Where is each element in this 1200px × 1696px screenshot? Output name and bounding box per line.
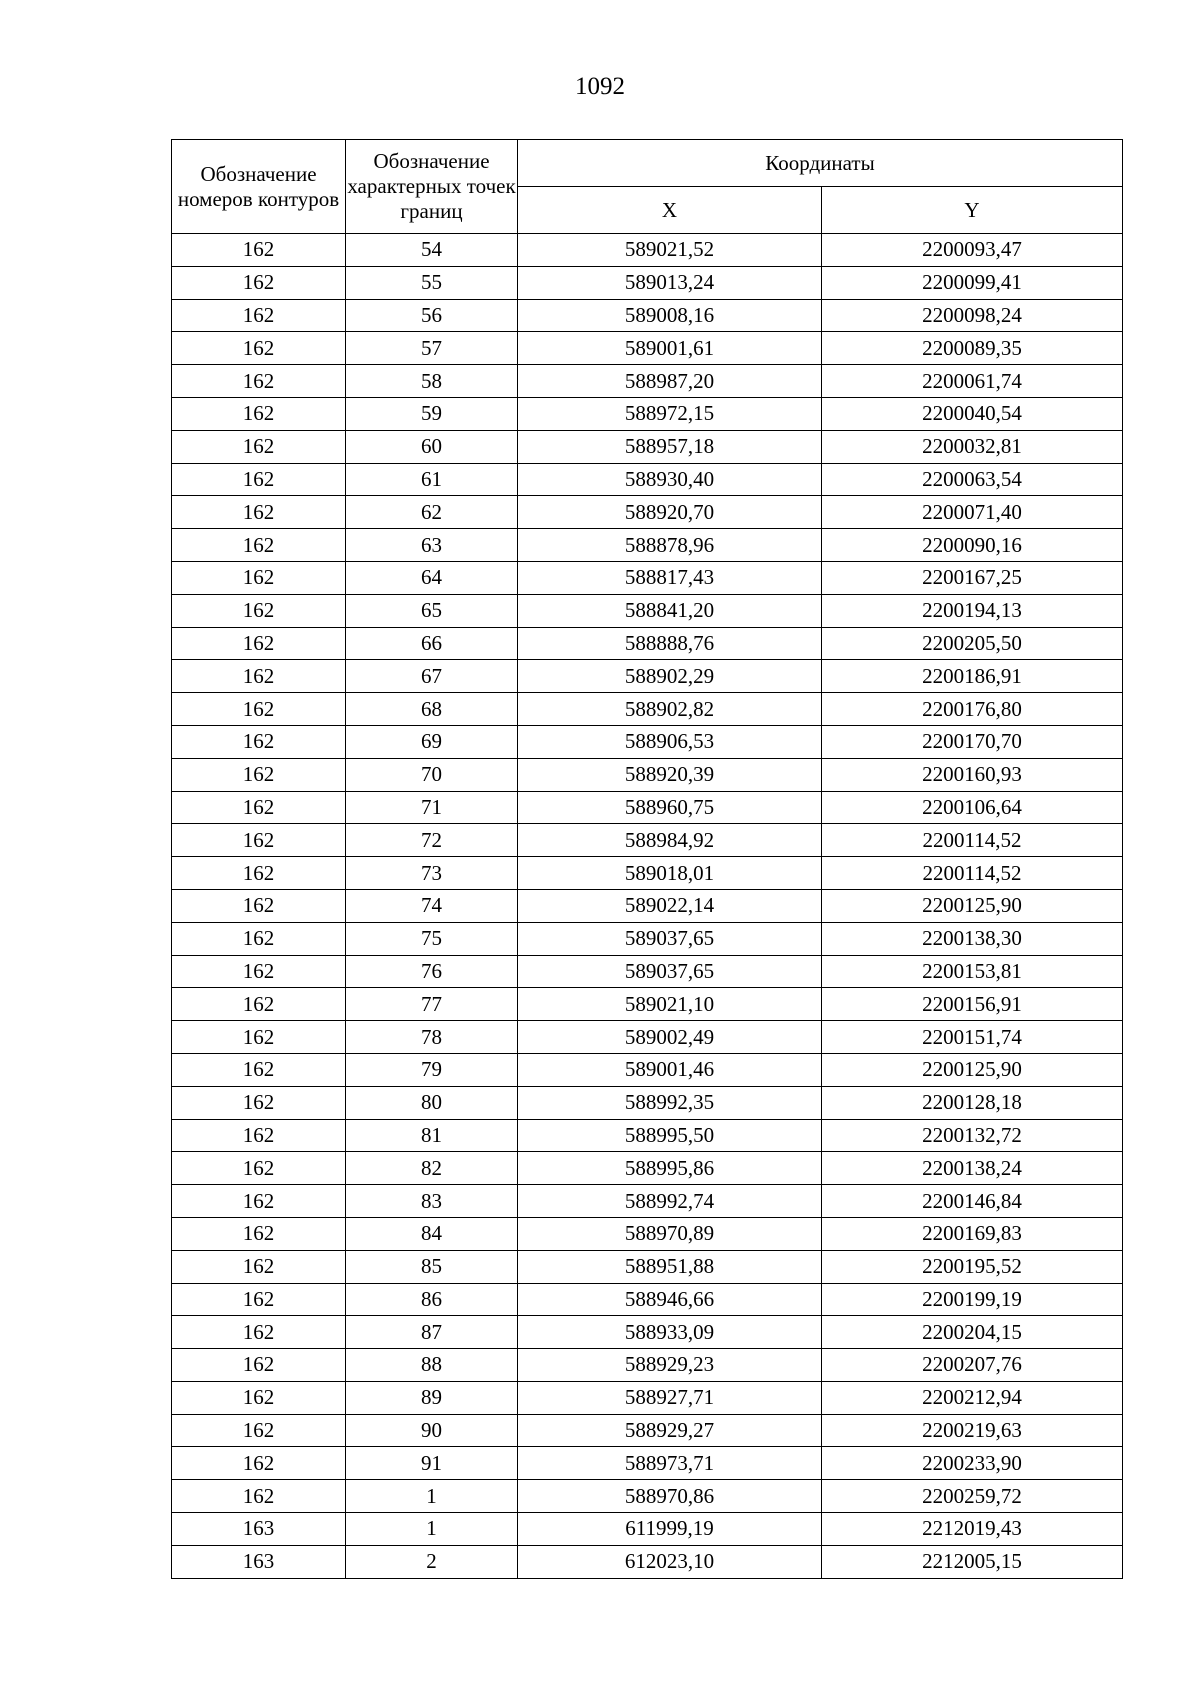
cell-x-coordinate: 589013,24 <box>518 266 822 299</box>
cell-point-number: 67 <box>346 660 518 693</box>
table-row <box>172 332 1123 365</box>
cell-x-coordinate: 588817,43 <box>518 561 822 594</box>
cell-x-coordinate: 588906,53 <box>518 725 822 758</box>
cell-contour-number: 162 <box>172 988 346 1021</box>
cell-y-coordinate: 2200204,15 <box>822 1316 1123 1349</box>
cell-x-coordinate: 588920,39 <box>518 758 822 791</box>
cell-x-coordinate: 589002,49 <box>518 1021 822 1054</box>
cell-y-coordinate: 2212019,43 <box>822 1513 1123 1546</box>
cell-point-number: 75 <box>346 922 518 955</box>
table-row <box>172 397 1123 430</box>
cell-x-coordinate: 589008,16 <box>518 299 822 332</box>
cell-y-coordinate: 2200138,30 <box>822 922 1123 955</box>
table-header <box>172 140 1123 234</box>
cell-contour-number: 162 <box>172 529 346 562</box>
table-row <box>172 1381 1123 1414</box>
cell-y-coordinate: 2200138,24 <box>822 1152 1123 1185</box>
table-row <box>172 1152 1123 1185</box>
cell-contour-number: 162 <box>172 1480 346 1513</box>
cell-y-coordinate: 2200195,52 <box>822 1250 1123 1283</box>
cell-point-number: 83 <box>346 1185 518 1218</box>
cell-y-coordinate: 2200167,25 <box>822 561 1123 594</box>
cell-x-coordinate: 588902,82 <box>518 693 822 726</box>
cell-contour-number: 162 <box>172 430 346 463</box>
table-row <box>172 857 1123 890</box>
table-row <box>172 365 1123 398</box>
cell-x-coordinate: 588970,86 <box>518 1480 822 1513</box>
coordinates-table <box>171 139 1123 1579</box>
cell-x-coordinate: 588951,88 <box>518 1250 822 1283</box>
cell-x-coordinate: 588995,50 <box>518 1119 822 1152</box>
cell-point-number: 87 <box>346 1316 518 1349</box>
cell-point-number: 84 <box>346 1217 518 1250</box>
cell-point-number: 85 <box>346 1250 518 1283</box>
cell-x-coordinate: 588987,20 <box>518 365 822 398</box>
cell-contour-number: 162 <box>172 955 346 988</box>
page-number: 1092 <box>575 73 625 100</box>
cell-point-number: 88 <box>346 1349 518 1382</box>
cell-point-number: 1 <box>346 1513 518 1546</box>
cell-y-coordinate: 2200099,41 <box>822 266 1123 299</box>
cell-point-number: 61 <box>346 463 518 496</box>
cell-point-number: 59 <box>346 397 518 430</box>
table-row <box>172 496 1123 529</box>
cell-point-number: 57 <box>346 332 518 365</box>
cell-y-coordinate: 2200132,72 <box>822 1119 1123 1152</box>
cell-point-number: 86 <box>346 1283 518 1316</box>
cell-point-number: 65 <box>346 594 518 627</box>
cell-contour-number: 162 <box>172 463 346 496</box>
cell-x-coordinate: 588888,76 <box>518 627 822 660</box>
cell-y-coordinate: 2200071,40 <box>822 496 1123 529</box>
cell-point-number: 82 <box>346 1152 518 1185</box>
cell-point-number: 81 <box>346 1119 518 1152</box>
cell-y-coordinate: 2212005,15 <box>822 1545 1123 1578</box>
cell-contour-number: 162 <box>172 1414 346 1447</box>
cell-y-coordinate: 2200153,81 <box>822 955 1123 988</box>
cell-x-coordinate: 588992,35 <box>518 1086 822 1119</box>
cell-contour-number: 162 <box>172 496 346 529</box>
cell-contour-number: 162 <box>172 1283 346 1316</box>
cell-y-coordinate: 2200169,83 <box>822 1217 1123 1250</box>
table-row <box>172 1545 1123 1578</box>
cell-x-coordinate: 588929,23 <box>518 1349 822 1382</box>
cell-contour-number: 162 <box>172 561 346 594</box>
table-row <box>172 922 1123 955</box>
cell-x-coordinate: 589001,61 <box>518 332 822 365</box>
cell-y-coordinate: 2200114,52 <box>822 857 1123 890</box>
table-row <box>172 1316 1123 1349</box>
table-row <box>172 1217 1123 1250</box>
cell-point-number: 73 <box>346 857 518 890</box>
table-row <box>172 693 1123 726</box>
cell-point-number: 68 <box>346 693 518 726</box>
cell-x-coordinate: 589037,65 <box>518 922 822 955</box>
cell-point-number: 74 <box>346 889 518 922</box>
cell-y-coordinate: 2200090,16 <box>822 529 1123 562</box>
cell-x-coordinate: 589037,65 <box>518 955 822 988</box>
cell-x-coordinate: 589018,01 <box>518 857 822 890</box>
table-row <box>172 758 1123 791</box>
cell-contour-number: 162 <box>172 627 346 660</box>
cell-x-coordinate: 611999,19 <box>518 1513 822 1546</box>
cell-point-number: 1 <box>346 1480 518 1513</box>
header-contour-numbers: Обозначение номеров контуров <box>172 140 346 234</box>
cell-contour-number: 162 <box>172 1021 346 1054</box>
cell-point-number: 71 <box>346 791 518 824</box>
cell-y-coordinate: 2200219,63 <box>822 1414 1123 1447</box>
cell-y-coordinate: 2200114,52 <box>822 824 1123 857</box>
cell-x-coordinate: 588841,20 <box>518 594 822 627</box>
table-row <box>172 1185 1123 1218</box>
cell-y-coordinate: 2200199,19 <box>822 1283 1123 1316</box>
cell-y-coordinate: 2200259,72 <box>822 1480 1123 1513</box>
cell-point-number: 76 <box>346 955 518 988</box>
table-row <box>172 529 1123 562</box>
table-row <box>172 1349 1123 1382</box>
cell-contour-number: 162 <box>172 266 346 299</box>
cell-x-coordinate: 589022,14 <box>518 889 822 922</box>
cell-contour-number: 162 <box>172 758 346 791</box>
cell-y-coordinate: 2200176,80 <box>822 693 1123 726</box>
cell-x-coordinate: 589001,46 <box>518 1053 822 1086</box>
cell-contour-number: 163 <box>172 1513 346 1546</box>
cell-contour-number: 162 <box>172 1086 346 1119</box>
cell-y-coordinate: 2200151,74 <box>822 1021 1123 1054</box>
table-row <box>172 889 1123 922</box>
cell-contour-number: 163 <box>172 1545 346 1578</box>
cell-y-coordinate: 2200089,35 <box>822 332 1123 365</box>
cell-contour-number: 162 <box>172 234 346 267</box>
cell-contour-number: 162 <box>172 693 346 726</box>
table-row <box>172 955 1123 988</box>
cell-contour-number: 162 <box>172 1053 346 1086</box>
table-row <box>172 1250 1123 1283</box>
cell-contour-number: 162 <box>172 594 346 627</box>
cell-contour-number: 162 <box>172 1447 346 1480</box>
table-row <box>172 1021 1123 1054</box>
cell-contour-number: 162 <box>172 1185 346 1218</box>
cell-contour-number: 162 <box>172 365 346 398</box>
cell-contour-number: 162 <box>172 791 346 824</box>
cell-x-coordinate: 589021,10 <box>518 988 822 1021</box>
cell-y-coordinate: 2200212,94 <box>822 1381 1123 1414</box>
cell-contour-number: 162 <box>172 1349 346 1382</box>
cell-x-coordinate: 588933,09 <box>518 1316 822 1349</box>
table-row <box>172 1086 1123 1119</box>
cell-point-number: 90 <box>346 1414 518 1447</box>
cell-x-coordinate: 588970,89 <box>518 1217 822 1250</box>
cell-x-coordinate: 588902,29 <box>518 660 822 693</box>
cell-y-coordinate: 2200205,50 <box>822 627 1123 660</box>
cell-contour-number: 162 <box>172 922 346 955</box>
table-row <box>172 1513 1123 1546</box>
cell-y-coordinate: 2200125,90 <box>822 1053 1123 1086</box>
cell-contour-number: 162 <box>172 1217 346 1250</box>
cell-y-coordinate: 2200160,93 <box>822 758 1123 791</box>
cell-x-coordinate: 588972,15 <box>518 397 822 430</box>
cell-contour-number: 162 <box>172 299 346 332</box>
table-row <box>172 1447 1123 1480</box>
cell-x-coordinate: 588930,40 <box>518 463 822 496</box>
cell-y-coordinate: 2200040,54 <box>822 397 1123 430</box>
cell-contour-number: 162 <box>172 1152 346 1185</box>
header-row-top <box>172 140 1123 187</box>
cell-point-number: 80 <box>346 1086 518 1119</box>
table-row <box>172 1414 1123 1447</box>
cell-contour-number: 162 <box>172 889 346 922</box>
table-row <box>172 1283 1123 1316</box>
cell-point-number: 56 <box>346 299 518 332</box>
cell-point-number: 58 <box>346 365 518 398</box>
cell-y-coordinate: 2200098,24 <box>822 299 1123 332</box>
table-row <box>172 561 1123 594</box>
cell-y-coordinate: 2200032,81 <box>822 430 1123 463</box>
cell-point-number: 55 <box>346 266 518 299</box>
cell-x-coordinate: 588927,71 <box>518 1381 822 1414</box>
cell-y-coordinate: 2200125,90 <box>822 889 1123 922</box>
cell-point-number: 91 <box>346 1447 518 1480</box>
cell-contour-number: 162 <box>172 397 346 430</box>
cell-point-number: 79 <box>346 1053 518 1086</box>
header-x: X <box>518 187 822 234</box>
cell-y-coordinate: 2200063,54 <box>822 463 1123 496</box>
cell-contour-number: 162 <box>172 857 346 890</box>
cell-point-number: 69 <box>346 725 518 758</box>
cell-x-coordinate: 589021,52 <box>518 234 822 267</box>
table-body <box>172 234 1123 1579</box>
cell-y-coordinate: 2200146,84 <box>822 1185 1123 1218</box>
cell-x-coordinate: 588960,75 <box>518 791 822 824</box>
table-row <box>172 1119 1123 1152</box>
table-row <box>172 725 1123 758</box>
cell-x-coordinate: 588929,27 <box>518 1414 822 1447</box>
cell-y-coordinate: 2200207,76 <box>822 1349 1123 1382</box>
cell-y-coordinate: 2200128,18 <box>822 1086 1123 1119</box>
cell-x-coordinate: 588992,74 <box>518 1185 822 1218</box>
cell-y-coordinate: 2200194,13 <box>822 594 1123 627</box>
table-row <box>172 234 1123 267</box>
cell-contour-number: 162 <box>172 332 346 365</box>
table-row <box>172 824 1123 857</box>
table-row <box>172 1480 1123 1513</box>
header-y: Y <box>822 187 1123 234</box>
cell-contour-number: 162 <box>172 824 346 857</box>
cell-point-number: 89 <box>346 1381 518 1414</box>
cell-x-coordinate: 588946,66 <box>518 1283 822 1316</box>
cell-y-coordinate: 2200186,91 <box>822 660 1123 693</box>
cell-contour-number: 162 <box>172 1250 346 1283</box>
cell-point-number: 66 <box>346 627 518 660</box>
cell-x-coordinate: 588984,92 <box>518 824 822 857</box>
cell-x-coordinate: 588878,96 <box>518 529 822 562</box>
table-row <box>172 660 1123 693</box>
cell-y-coordinate: 2200106,64 <box>822 791 1123 824</box>
cell-point-number: 62 <box>346 496 518 529</box>
table-row <box>172 627 1123 660</box>
cell-y-coordinate: 2200233,90 <box>822 1447 1123 1480</box>
cell-contour-number: 162 <box>172 1119 346 1152</box>
cell-point-number: 77 <box>346 988 518 1021</box>
cell-y-coordinate: 2200093,47 <box>822 234 1123 267</box>
cell-x-coordinate: 588920,70 <box>518 496 822 529</box>
cell-x-coordinate: 588973,71 <box>518 1447 822 1480</box>
table-row <box>172 299 1123 332</box>
cell-y-coordinate: 2200156,91 <box>822 988 1123 1021</box>
table-row <box>172 463 1123 496</box>
cell-point-number: 72 <box>346 824 518 857</box>
cell-point-number: 63 <box>346 529 518 562</box>
table-row <box>172 266 1123 299</box>
cell-x-coordinate: 588995,86 <box>518 1152 822 1185</box>
cell-point-number: 2 <box>346 1545 518 1578</box>
cell-y-coordinate: 2200170,70 <box>822 725 1123 758</box>
cell-x-coordinate: 612023,10 <box>518 1545 822 1578</box>
cell-point-number: 70 <box>346 758 518 791</box>
cell-point-number: 78 <box>346 1021 518 1054</box>
table-row <box>172 791 1123 824</box>
header-boundary-points: Обозначение характерных точек границ <box>346 140 518 234</box>
cell-contour-number: 162 <box>172 1316 346 1349</box>
cell-x-coordinate: 588957,18 <box>518 430 822 463</box>
table-row <box>172 594 1123 627</box>
cell-point-number: 64 <box>346 561 518 594</box>
table-row <box>172 1053 1123 1086</box>
table-row <box>172 988 1123 1021</box>
cell-y-coordinate: 2200061,74 <box>822 365 1123 398</box>
cell-point-number: 60 <box>346 430 518 463</box>
cell-contour-number: 162 <box>172 1381 346 1414</box>
header-coordinates: Координаты <box>518 140 1123 187</box>
table-row <box>172 430 1123 463</box>
cell-contour-number: 162 <box>172 725 346 758</box>
cell-point-number: 54 <box>346 234 518 267</box>
cell-contour-number: 162 <box>172 660 346 693</box>
